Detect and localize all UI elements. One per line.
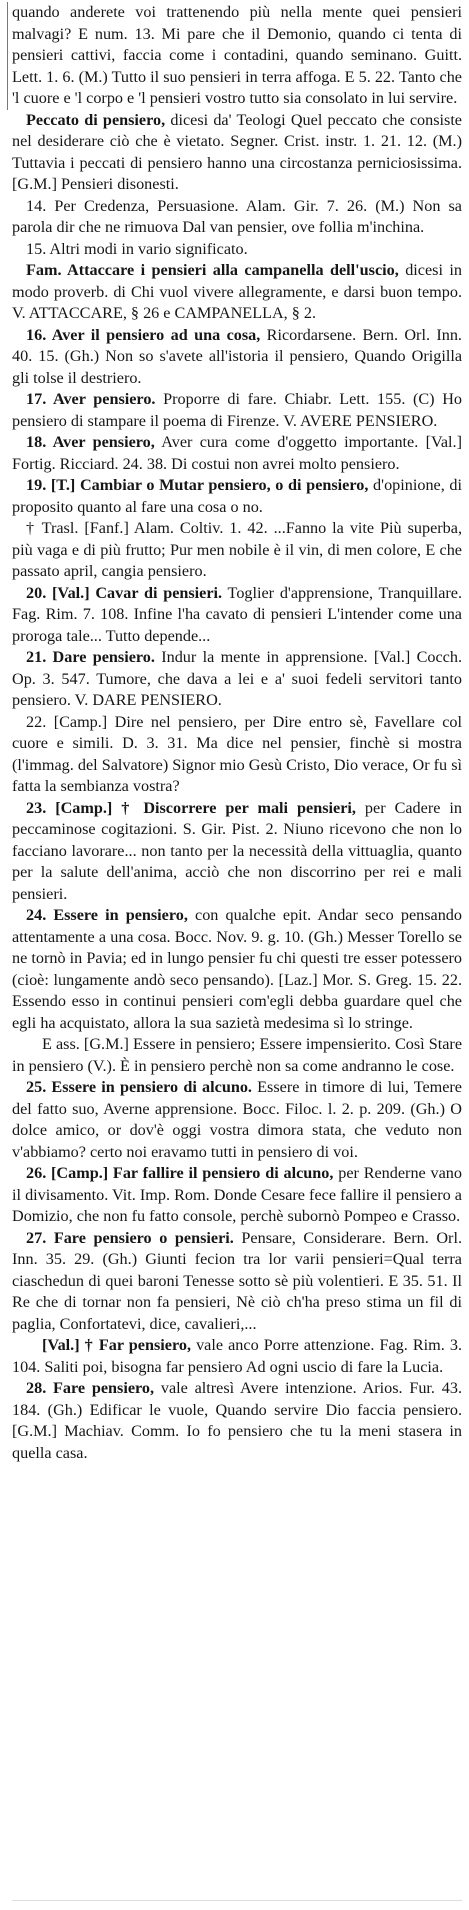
entry-text: per Cadere in peccaminose cogitazioni. S. Gir. Pist. 2. Niuno ricevono che non lo facciano lavorare... non tanto per la necessità della vittuaglia, quanto per la salute dell'anima, acciò che non discorrino per rei e mali pensieri. — [12, 798, 462, 903]
entry-text: Ricordarsene. Bern. Orl. Inn. 40. 15. (Gh.) Non so s'avete all'istoria il pensiero, Quando Origilla gli tolse il destriero. — [12, 325, 462, 387]
dictionary-entry — [12, 389, 462, 432]
dictionary-entry — [12, 325, 462, 390]
dictionary-entry — [12, 260, 462, 325]
dictionary-entry — [12, 1163, 462, 1228]
dictionary-entry — [12, 518, 462, 583]
entry-text: † Trasl. [Fanf.] Alam. Coltiv. 1. 42. ...Fanno la vite Più superba, più vaga e di più frutto; Pur men nobile è il vin, di men colore, E che passato april, cangia pensiero. — [12, 519, 462, 580]
entry-text: con qualche epit. Andar seco pensando attentamente a una cosa. Bocc. Nov. 9. g. 10. (Gh.) Messer Torello se ne tornò in Pavia; ed in lungo pensier fu chi questi tre esser potessero (cioè: lungamente andò seco pensando). [Laz.] Mor. S. Greg. 15. 22. Essendo esso in continui pensieri com'egli debba guardare quel che egli ha acquistato, allora la sua sazietà medesima sì lo stringe. — [12, 906, 462, 1032]
entry-text: 15. Altri modi in vario significato. — [26, 239, 248, 258]
entry-headword: 27. Fare pensiero o pensieri. — [26, 1228, 234, 1247]
entry-headword: 16. Aver il pensiero ad una cosa, — [26, 325, 261, 344]
entry-text: d'opinione, di proposito quanto al fare una cosa o no. — [12, 476, 463, 516]
entry-headword: 20. [Val.] Cavar di pensieri. — [26, 583, 223, 602]
entry-text: Aver cura come d'oggetto importante. [Val.] Fortig. Ricciard. 24. 38. Di costui non avrei molto pensiero. — [12, 433, 462, 473]
dictionary-entry — [12, 432, 462, 475]
entry-text: vale altresì Avere intenzione. Arios. Fur. 43. 184. (Gh.) Edificar le vuole, Quando servire Dio faccia pensiero. [G.M.] Machiav. Comm. Io fo pensiero che tu la meni stasera in quella casa. — [12, 1379, 462, 1462]
dictionary-entry — [12, 905, 462, 1034]
entry-headword: Fam. Attaccare i pensieri alla campanella dell'uscio, — [26, 261, 399, 279]
entry-text: Essere in timore di lui, Temere del fatto suo, Averne apprensione. Bocc. Filoc. l. 2. p. 209. (Gh.) O dolce amico, or dov'è oggi vostra dimora stata, che veduto non v'abbiamo? certo noi eravamo tutti in pensiero di voi. — [12, 1078, 462, 1161]
entry-text: dicesi da' Teologi Quel peccato che consiste nel desiderare ciò che è vietato. Segner. Crist. instr. 1. 21. 12. (M.) Tuttavia i peccati di pensiero hanno una circostanza perniciosissima. [G.M.] Pensieri disonesti. — [12, 110, 462, 193]
dictionary-entry — [7, 2, 462, 110]
entry-text: Pensare, Considerare. Bern. Orl. Inn. 35. 29. (Gh.) Giunti fecion tra lor varii pensieri=Qual terra ciaschedun di quei baroni Tenesse sotto sè più volentieri. E 35. 51. Il Re che di tornar non fa pensieri, Nè ciò ch'ha preso stima un fil di paglia, Confortatevi, dice, cavalieri,... — [12, 1228, 462, 1333]
entry-text: dicesi in modo proverb. di Chi vuol vivere allegramente, e darsi buon tempo. V. ATTACCARE, § 26 e CAMPANELLA, § 2. — [12, 261, 462, 322]
dictionary-entry — [12, 1335, 462, 1378]
entry-headword: 26. [Camp.] Far fallire il pensiero di alcuno, — [26, 1164, 334, 1182]
entry-headword: Peccato di pensiero, — [26, 110, 166, 129]
entry-headword: [Val.] † Far pensiero, — [42, 1336, 192, 1354]
entry-text: 22. [Camp.] Dire nel pensiero, per Dire entro sè, Favellare col cuore e simili. D. 3. 31. Ma dice nel pensier, finchè si mostra (l'immag. del Salvatore) Signor mio Gesù Cristo, Dio verace, Or fu sì fatta la sembianza vostra? — [12, 712, 462, 795]
entry-headword: 17. Aver pensiero. — [26, 390, 156, 408]
dictionary-entry — [12, 798, 462, 906]
dictionary-entry — [12, 475, 462, 518]
entry-headword: 18. Aver pensiero, — [26, 433, 155, 451]
dictionary-entry — [12, 1034, 462, 1077]
dictionary-entry — [12, 1378, 462, 1464]
entry-headword: 25. Essere in pensiero di alcuno. — [26, 1078, 252, 1096]
entry-headword: 21. Dare pensiero. — [26, 648, 155, 666]
entry-headword: 23. [Camp.] † Discorrere per mali pensieri, — [26, 798, 356, 817]
dictionary-entry — [12, 583, 462, 648]
entry-text: E ass. [G.M.] Essere in pensiero; Essere impensierito. Così Stare in pensiero (V.). È in pensiero perchè non sa come andranno le cose. — [12, 1035, 462, 1075]
entry-text: 14. Per Credenza, Persuasione. Alam. Gir. 7. 26. (M.) Non sa parola dir che ne rimuova Dal van pensier, ove follia m'inchina. — [12, 196, 462, 236]
dictionary-page — [12, 2, 462, 1464]
dictionary-entry — [12, 712, 462, 798]
entry-headword: 19. [T.] Cambiar o Mutar pensiero, o di pensiero, — [26, 476, 369, 494]
dictionary-entry — [12, 239, 462, 261]
dictionary-entry — [12, 196, 462, 239]
entry-text: Toglier d'apprensione, Tranquillare. Fag. Rim. 7. 108. Infine l'ha cavato di pensieri L'intender come una proroga tale... Tutto depende... — [12, 583, 463, 645]
dictionary-entry — [12, 1077, 462, 1163]
entry-headword: 28. Fare pensiero, — [26, 1379, 155, 1397]
entry-text: quando anderete voi trattenendo più nella mente quei pensieri malvagi? E num. 13. Mi pare che il Demonio, quando ci tenta di pensieri cattivi, faccia come i contadini, quando seminano. Guitt. Lett. 1. 6. (M.) Tutto il suo pensieri in terra affoga. E 5. 22. Tanto che 'l cuore e 'l corpo e 'l pensieri vostro tutto sia consolato in lui servire. — [12, 3, 462, 107]
dictionary-entry — [12, 647, 462, 712]
entry-headword: 24. Essere in pensiero, — [26, 906, 188, 924]
dictionary-entry — [12, 1228, 462, 1336]
entry-text: Proporre di fare. Chiabr. Lett. 155. (C) Ho pensiero di stampare il poema di Firenze. V. AVERE PENSIERO. — [12, 390, 462, 430]
entry-text: vale anco Porre attenzione. Fag. Rim. 3. 104. Saliti poi, bisogna far pensiero Ad ogni uscio di fare la Lucia. — [12, 1336, 463, 1376]
entry-text: per Renderne vano il divisamento. Vit. Imp. Rom. Donde Cesare fece fallire il pensiero a Domizio, che non fu fatto console, perchè subornò Pompeo e Crasso. — [12, 1164, 462, 1225]
entry-text: Indur la mente in apprensione. [Val.] Cocch. Op. 3. 547. Tumore, che dava a lei e a' suoi fedeli servitori tanto pensiero. V. DARE PENSIERO. — [12, 648, 462, 709]
bottom-divider — [12, 1900, 462, 1901]
dictionary-entry — [12, 110, 462, 196]
